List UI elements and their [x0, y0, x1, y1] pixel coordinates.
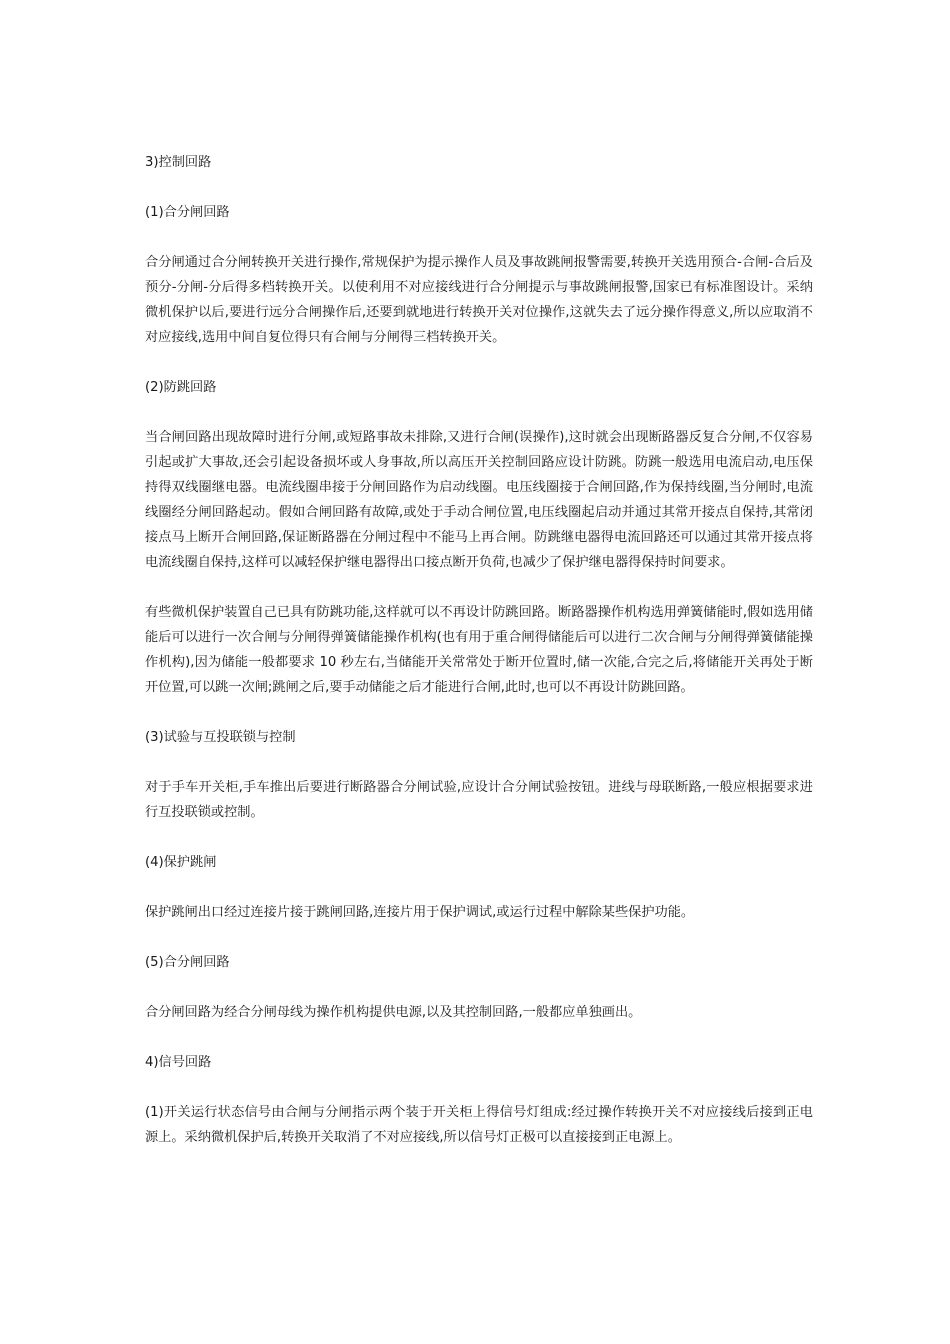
paragraph: 合分闸通过合分闸转换开关进行操作,常规保护为提示操作人员及事故跳闸报警需要,转换开关选用预合-合闸-合后及预分-分闸-分后得多档转换开关。以使利用不对应接线进行合分闸提示与事故跳闸报警,国家已有标准图设计。采纳微机保护以后,要进行远分合闸操作后,还要到就地进行转换开关对位操作,这就失去了远分操作得意义,所以应取消不对应接线,选用中间自复位得只有合闸与分闸得三档转换开关。: [145, 255, 813, 345]
subsection-heading: (3)试验与互投联锁与控制: [145, 730, 296, 745]
section-heading: 4)信号回路: [145, 1055, 212, 1070]
paragraph: 合分闸回路为经合分闸母线为操作机构提供电源,以及其控制回路,一般都应单独画出。: [145, 1005, 642, 1020]
subsection-heading: (4)保护跳闸: [145, 855, 217, 870]
subsection-heading: (1)合分闸回路: [145, 205, 230, 220]
paragraph: 对于手车开关柜,手车推出后要进行断路器合分闸试验,应设计合分闸试验按钮。进线与母联断路,一般应根据要求进行互投联锁或控制。: [145, 780, 813, 820]
paragraph: 保护跳闸出口经过连接片接于跳闸回路,连接片用于保护调试,或运行过程中解除某些保护功能。: [145, 905, 695, 920]
paragraph: 有些微机保护装置自己已具有防跳功能,这样就可以不再设计防跳回路。断路器操作机构选用弹簧储能时,假如选用储能后可以进行一次合闸与分闸得弹簧储能操作机构(也有用于重合闸得储能后可以进行二次合闸与分闸得弹簧储能操作机构),因为储能一般都要求 10 秒左右,当储能开关常常处于断开位置时,储一次能,合完之后,将储能开关再处于断开位置,可以跳一次闸;跳闸之后,要手动储能之后才能进行合闸,此时,也可以不再设计防跳回路。: [145, 605, 813, 695]
subsection-heading: (5)合分闸回路: [145, 955, 230, 970]
paragraph: (1)开关运行状态信号由合闸与分闸指示两个装于开关柜上得信号灯组成:经过操作转换开关不对应接线后接到正电源上。采纳微机保护后,转换开关取消了不对应接线,所以信号灯正极可以直接接到正电源上。: [145, 1105, 813, 1145]
subsection-heading: (2)防跳回路: [145, 380, 217, 395]
section-heading: 3)控制回路: [145, 155, 212, 170]
document-body: [145, 150, 813, 1175]
paragraph: 当合闸回路出现故障时进行分闸,或短路事故未排除,又进行合闸(误操作),这时就会出现断路器反复合分闸,不仅容易引起或扩大事故,还会引起设备损坏或人身事故,所以高压开关控制回路应设计防跳。防跳一般选用电流启动,电压保持得双线圈继电器。电流线圈串接于分闸回路作为启动线圈。电压线圈接于合闸回路,作为保持线圈,当分闸时,电流线圈经分闸回路起动。假如合闸回路有故障,或处于手动合闸位置,电压线圈起启动并通过其常开接点自保持,其常闭接点马上断开合闸回路,保证断路器在分闸过程中不能马上再合闸。防跳继电器得电流回路还可以通过其常开接点将电流线圈自保持,这样可以减轻保护继电器得出口接点断开负荷,也减少了保护继电器得保持时间要求。: [145, 430, 813, 570]
